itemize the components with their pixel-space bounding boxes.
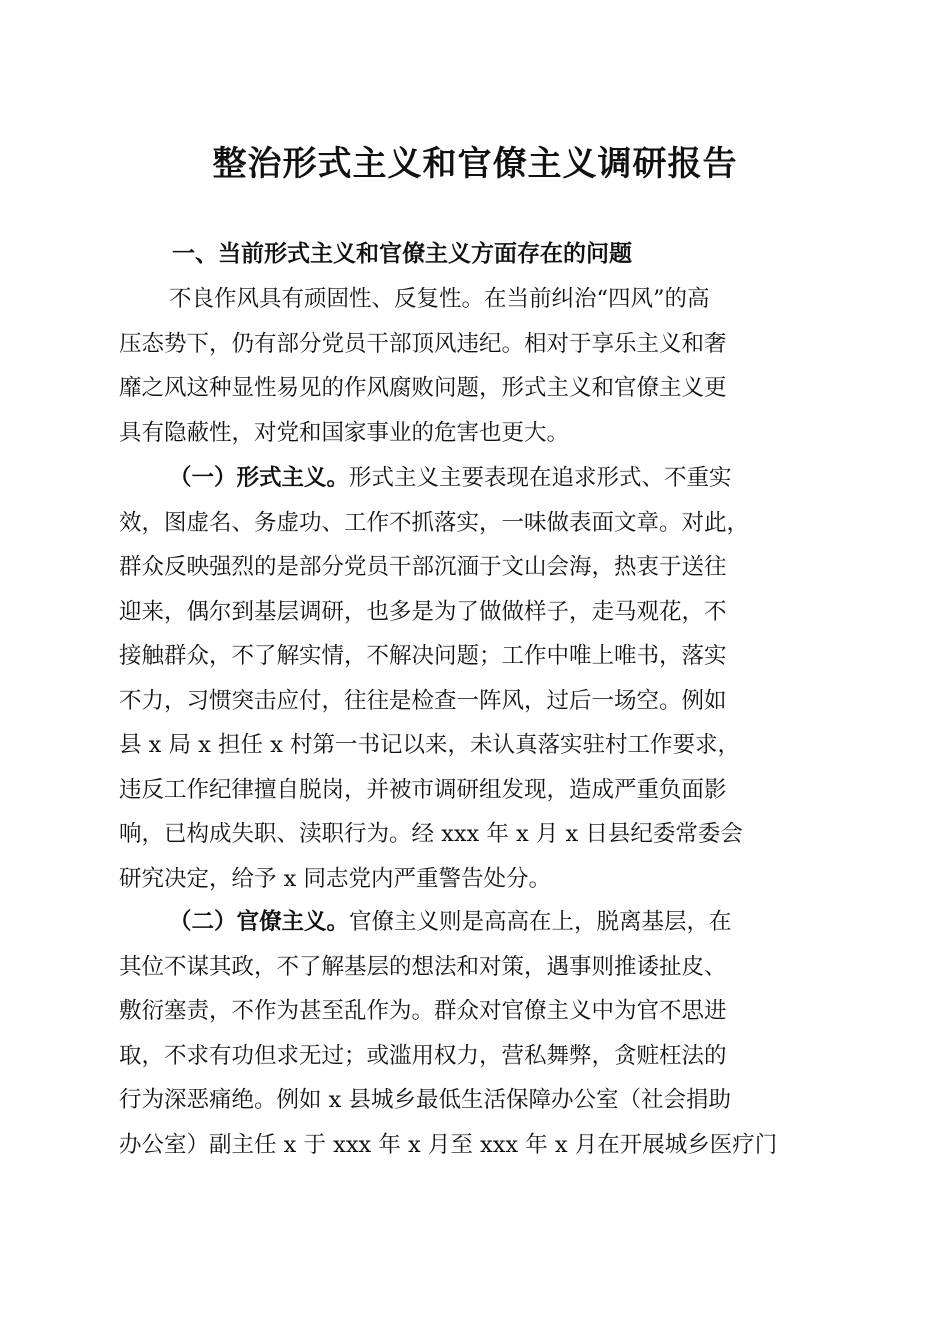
paragraph-line: 群众反映强烈的是部分党员干部沉湎于文山会海，热衷于送往 — [119, 554, 727, 580]
paragraph-text: 官僚主义则是高高在上，脱离基层，在 — [349, 909, 732, 935]
paragraph-first-line — [119, 900, 839, 945]
paragraph-line: 行为深恶痛绝。例如 x 县城乡最低生活保障办公室（社会捐助 — [119, 1087, 731, 1113]
paragraph-line: 不力，习惯突击应付，往往是检查一阵风，过后一场空。例如 — [119, 687, 727, 714]
paragraph-line: 县 x 局 x 担任 x 村第一书记以来，未认真落实驻村工作要求， — [119, 732, 740, 758]
paragraph-text: 形式主义主要表现在追求形式、不重实 — [349, 465, 732, 491]
paragraph-line: 迎来，偶尔到基层调研，也多是为了做做样子，走马观花，不 — [119, 598, 727, 625]
paragraph-intro — [119, 277, 839, 455]
paragraph-first-line — [119, 456, 839, 501]
subsection-lead: （二）官僚主义。 — [169, 909, 350, 935]
document-title: 整治形式主义和官僚主义调研报告 — [212, 144, 738, 184]
paragraph-line: 效，图虚名、务虚功、工作不抓落实，一味做表面文章。对此， — [119, 509, 750, 536]
paragraph-line: 响，已构成失职、渎职行为。经 xxx 年 x 月 x 日县纪委常委会 — [119, 821, 743, 847]
paragraph-line: 敷衍塞责，不作为甚至乱作为。群众对官僚主义中为官不思进 — [119, 998, 727, 1024]
paragraph-formalism — [119, 456, 839, 901]
paragraph-line: 违反工作纪律擅自脱岗，并被市调研组发现，造成严重负面影 — [119, 776, 727, 803]
paragraph-line: 不良作风具有顽固性、反复性。在当前纠治“四风”的高 — [169, 286, 710, 312]
paragraph-line: 具有隐蔽性，对党和国家事业的危害也更大。 — [119, 419, 570, 446]
paragraph-line: 其位不谋其政，不了解基层的想法和对策，遇事则推诿扯皮、 — [119, 953, 727, 980]
subsection-lead: （一）形式主义。 — [169, 465, 350, 491]
paragraph-bureaucratism — [119, 900, 839, 1167]
paragraph-line: 压态势下，仍有部分党员干部顶风违纪。相对于享乐主义和奢 — [119, 330, 727, 357]
paragraph-line: 办公室）副主任 x 于 xxx 年 x 月至 xxx 年 x 月在开展城乡医疗门 — [119, 1131, 778, 1158]
paragraph-line: 研究决定，给予 x 同志党内严重警告处分。 — [119, 865, 551, 892]
paragraph-line: 接触群众，不了解实情，不解决问题；工作中唯上唯书，落实 — [119, 643, 727, 669]
paragraph-line: 取，不求有功但求无过；或滥用权力，营私舞弊，贪赃枉法的 — [119, 1042, 727, 1069]
paragraph-line: 靡之风这种显性易见的作风腐败问题，形式主义和官僚主义更 — [119, 375, 727, 401]
section-heading: 一、当前形式主义和官僚主义方面存在的问题 — [172, 241, 632, 267]
